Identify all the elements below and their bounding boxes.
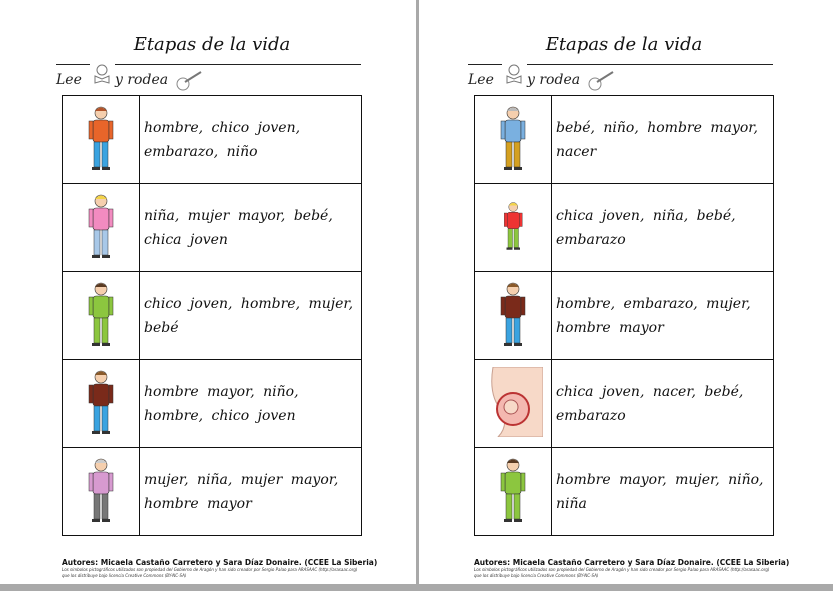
- footer: [62, 558, 377, 579]
- exercise-row: [475, 360, 774, 448]
- exercise-row: [475, 184, 774, 272]
- woman-pictogram-icon: [63, 272, 140, 360]
- word-options[interactable]: chico joven, hombre, mujer, bebé: [140, 272, 362, 360]
- word-options[interactable]: hombre mayor, mujer, niño, niña: [552, 448, 774, 536]
- exercise-row: [63, 448, 362, 536]
- exercise-row: [63, 184, 362, 272]
- man-pictogram-icon: [475, 272, 552, 360]
- word-options[interactable]: hombre, embarazo, mujer, hombre mayor: [552, 272, 774, 360]
- man-pictogram-icon: [63, 360, 140, 448]
- elderly-man-pictogram-icon: [475, 96, 552, 184]
- exercise-row: [475, 272, 774, 360]
- girl-pictogram-icon: [63, 184, 140, 272]
- exercise-row: [63, 272, 362, 360]
- instruction-circle: y rodea: [115, 72, 169, 88]
- worksheet-title: Etapas de la vida: [545, 34, 703, 55]
- worksheet-page-2: [419, 0, 833, 584]
- instruction-read: Lee: [468, 72, 494, 88]
- worksheet-page-1: [0, 0, 416, 584]
- title-underline-short: [468, 64, 502, 65]
- circle-pencil-icon: [175, 70, 205, 96]
- word-options[interactable]: mujer, niña, mujer mayor, hombre mayor: [140, 448, 362, 536]
- title-underline-long: [527, 64, 773, 65]
- footer: [474, 558, 789, 579]
- title-underline-long: [115, 64, 361, 65]
- small-girl-pictogram-icon: [475, 184, 552, 272]
- footer-license: Los símbolos pictográficos utilizados son propiedad del Gobierno de Aragón y han sido creador por Sergio Palao para ARASAAC (http://arasaac.org) que los distribuye bajo licencia Creative Commons (BY-NC-SA): [474, 567, 770, 578]
- pregnancy-pictogram-icon: [475, 360, 552, 448]
- footer-authors: Autores: Micaela Castaño Carretero y Sara Díaz Donaire. (CCEE La Siberia): [474, 558, 790, 567]
- word-options[interactable]: hombre, chico joven, embarazo, niño: [140, 96, 362, 184]
- footer-license: Los símbolos pictográficos utilizados son propiedad del Gobierno de Aragón y han sido creador por Sergio Palao para ARASAAC (http://arasaac.org) que los distribuye bajo licencia Creative Commons (BY-NC-SA): [62, 567, 358, 578]
- instruction-read: Lee: [56, 72, 82, 88]
- reading-icon: [504, 64, 524, 88]
- exercise-row: [475, 448, 774, 536]
- word-options[interactable]: niña, mujer mayor, bebé, chica joven: [140, 184, 362, 272]
- word-options[interactable]: chica joven, nacer, bebé, embarazo: [552, 360, 774, 448]
- worksheet-title: Etapas de la vida: [133, 34, 291, 55]
- footer-authors: Autores: Micaela Castaño Carretero y Sara Díaz Donaire. (CCEE La Siberia): [62, 558, 378, 567]
- reading-icon: [92, 64, 112, 88]
- title-underline-short: [56, 64, 90, 65]
- boy-pictogram-icon: [63, 96, 140, 184]
- exercise-row: [63, 360, 362, 448]
- woman-pictogram-icon: [475, 448, 552, 536]
- word-options[interactable]: hombre mayor, niño, hombre, chico joven: [140, 360, 362, 448]
- word-options[interactable]: chica joven, niña, bebé, embarazo: [552, 184, 774, 272]
- exercise-row: [475, 96, 774, 184]
- exercise-table: [62, 95, 362, 536]
- circle-pencil-icon: [587, 70, 617, 96]
- instruction-circle: y rodea: [527, 72, 581, 88]
- word-options[interactable]: bebé, niño, hombre mayor, nacer: [552, 96, 774, 184]
- exercise-row: [63, 96, 362, 184]
- exercise-table: [474, 95, 774, 536]
- elderly-woman-pictogram-icon: [63, 448, 140, 536]
